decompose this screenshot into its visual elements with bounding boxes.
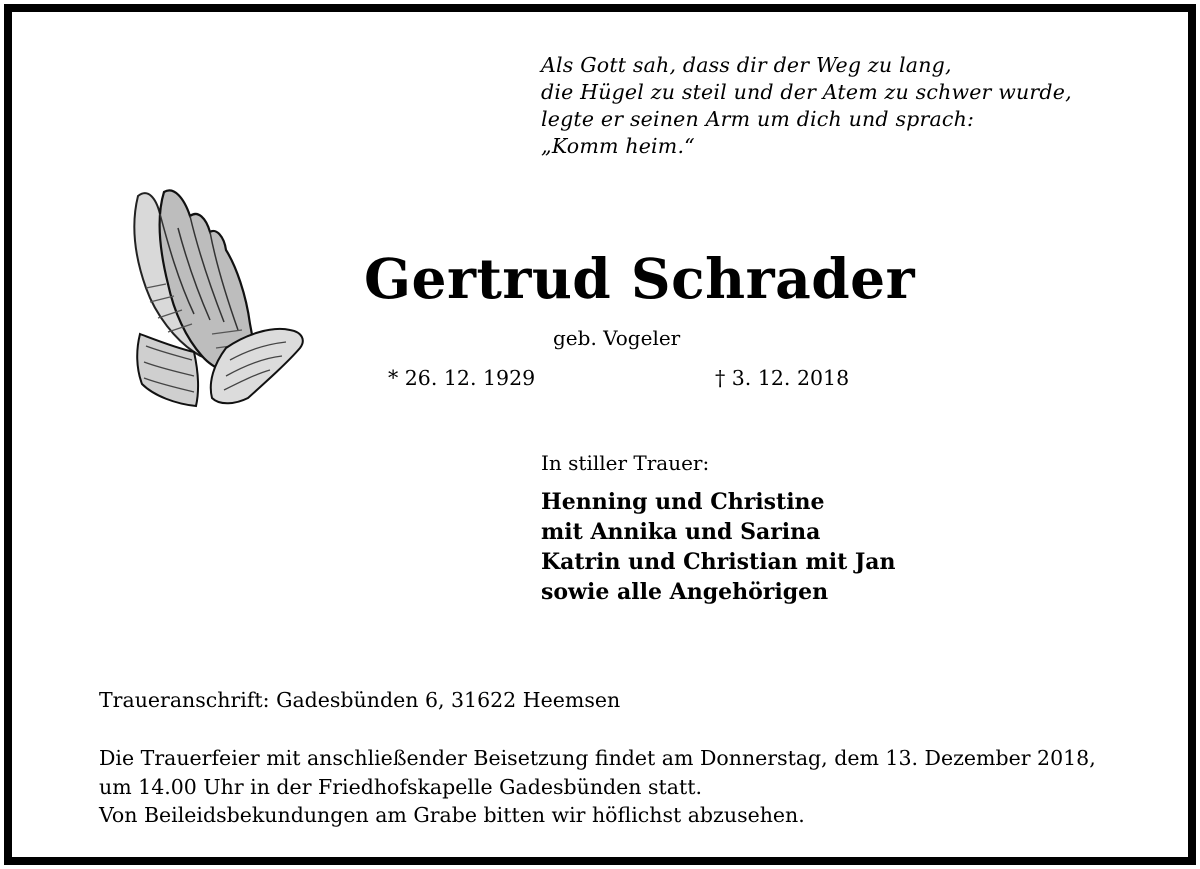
birth-date: * 26. 12. 1929 <box>388 366 536 390</box>
mourner-line: mit Annika und Sarina <box>541 519 821 545</box>
mourning-heading: In stiller Trauer: <box>541 451 710 475</box>
mourners-list <box>541 487 896 607</box>
mourning-address: Traueranschrift: Gadesbünden 6, 31622 Heemsen <box>99 688 621 712</box>
mourner-line: Katrin und Christian mit Jan <box>541 549 896 575</box>
poem-line: die Hügel zu steil und der Atem zu schwer wurde, <box>541 80 1072 104</box>
mourner-line: sowie alle Angehörigen <box>541 579 829 605</box>
poem-line: Als Gott sah, dass dir der Weg zu lang, <box>541 53 952 77</box>
poem-line: legte er seinen Arm um dich und sprach: <box>541 107 975 131</box>
poem <box>541 52 1072 160</box>
ceremony-notice: Die Trauerfeier mit anschließender Beisetzung findet am Donnerstag, dem 13. Dezember 2018, um 14.00 Uhr in der Friedhofskapelle Gadesbünden statt. <box>99 746 1096 799</box>
praying-hands-icon <box>116 184 308 416</box>
death-date: † 3. 12. 2018 <box>715 366 850 390</box>
poem-line: „Komm heim.“ <box>541 134 695 158</box>
maiden-name: geb. Vogeler <box>553 326 681 350</box>
condolence-notice: Von Beileidsbekundungen am Grabe bitten wir höflichst abzusehen. <box>99 803 805 827</box>
obituary-frame <box>4 4 1196 865</box>
deceased-name: Gertrud Schrader <box>364 246 916 311</box>
mourner-line: Henning und Christine <box>541 489 825 515</box>
